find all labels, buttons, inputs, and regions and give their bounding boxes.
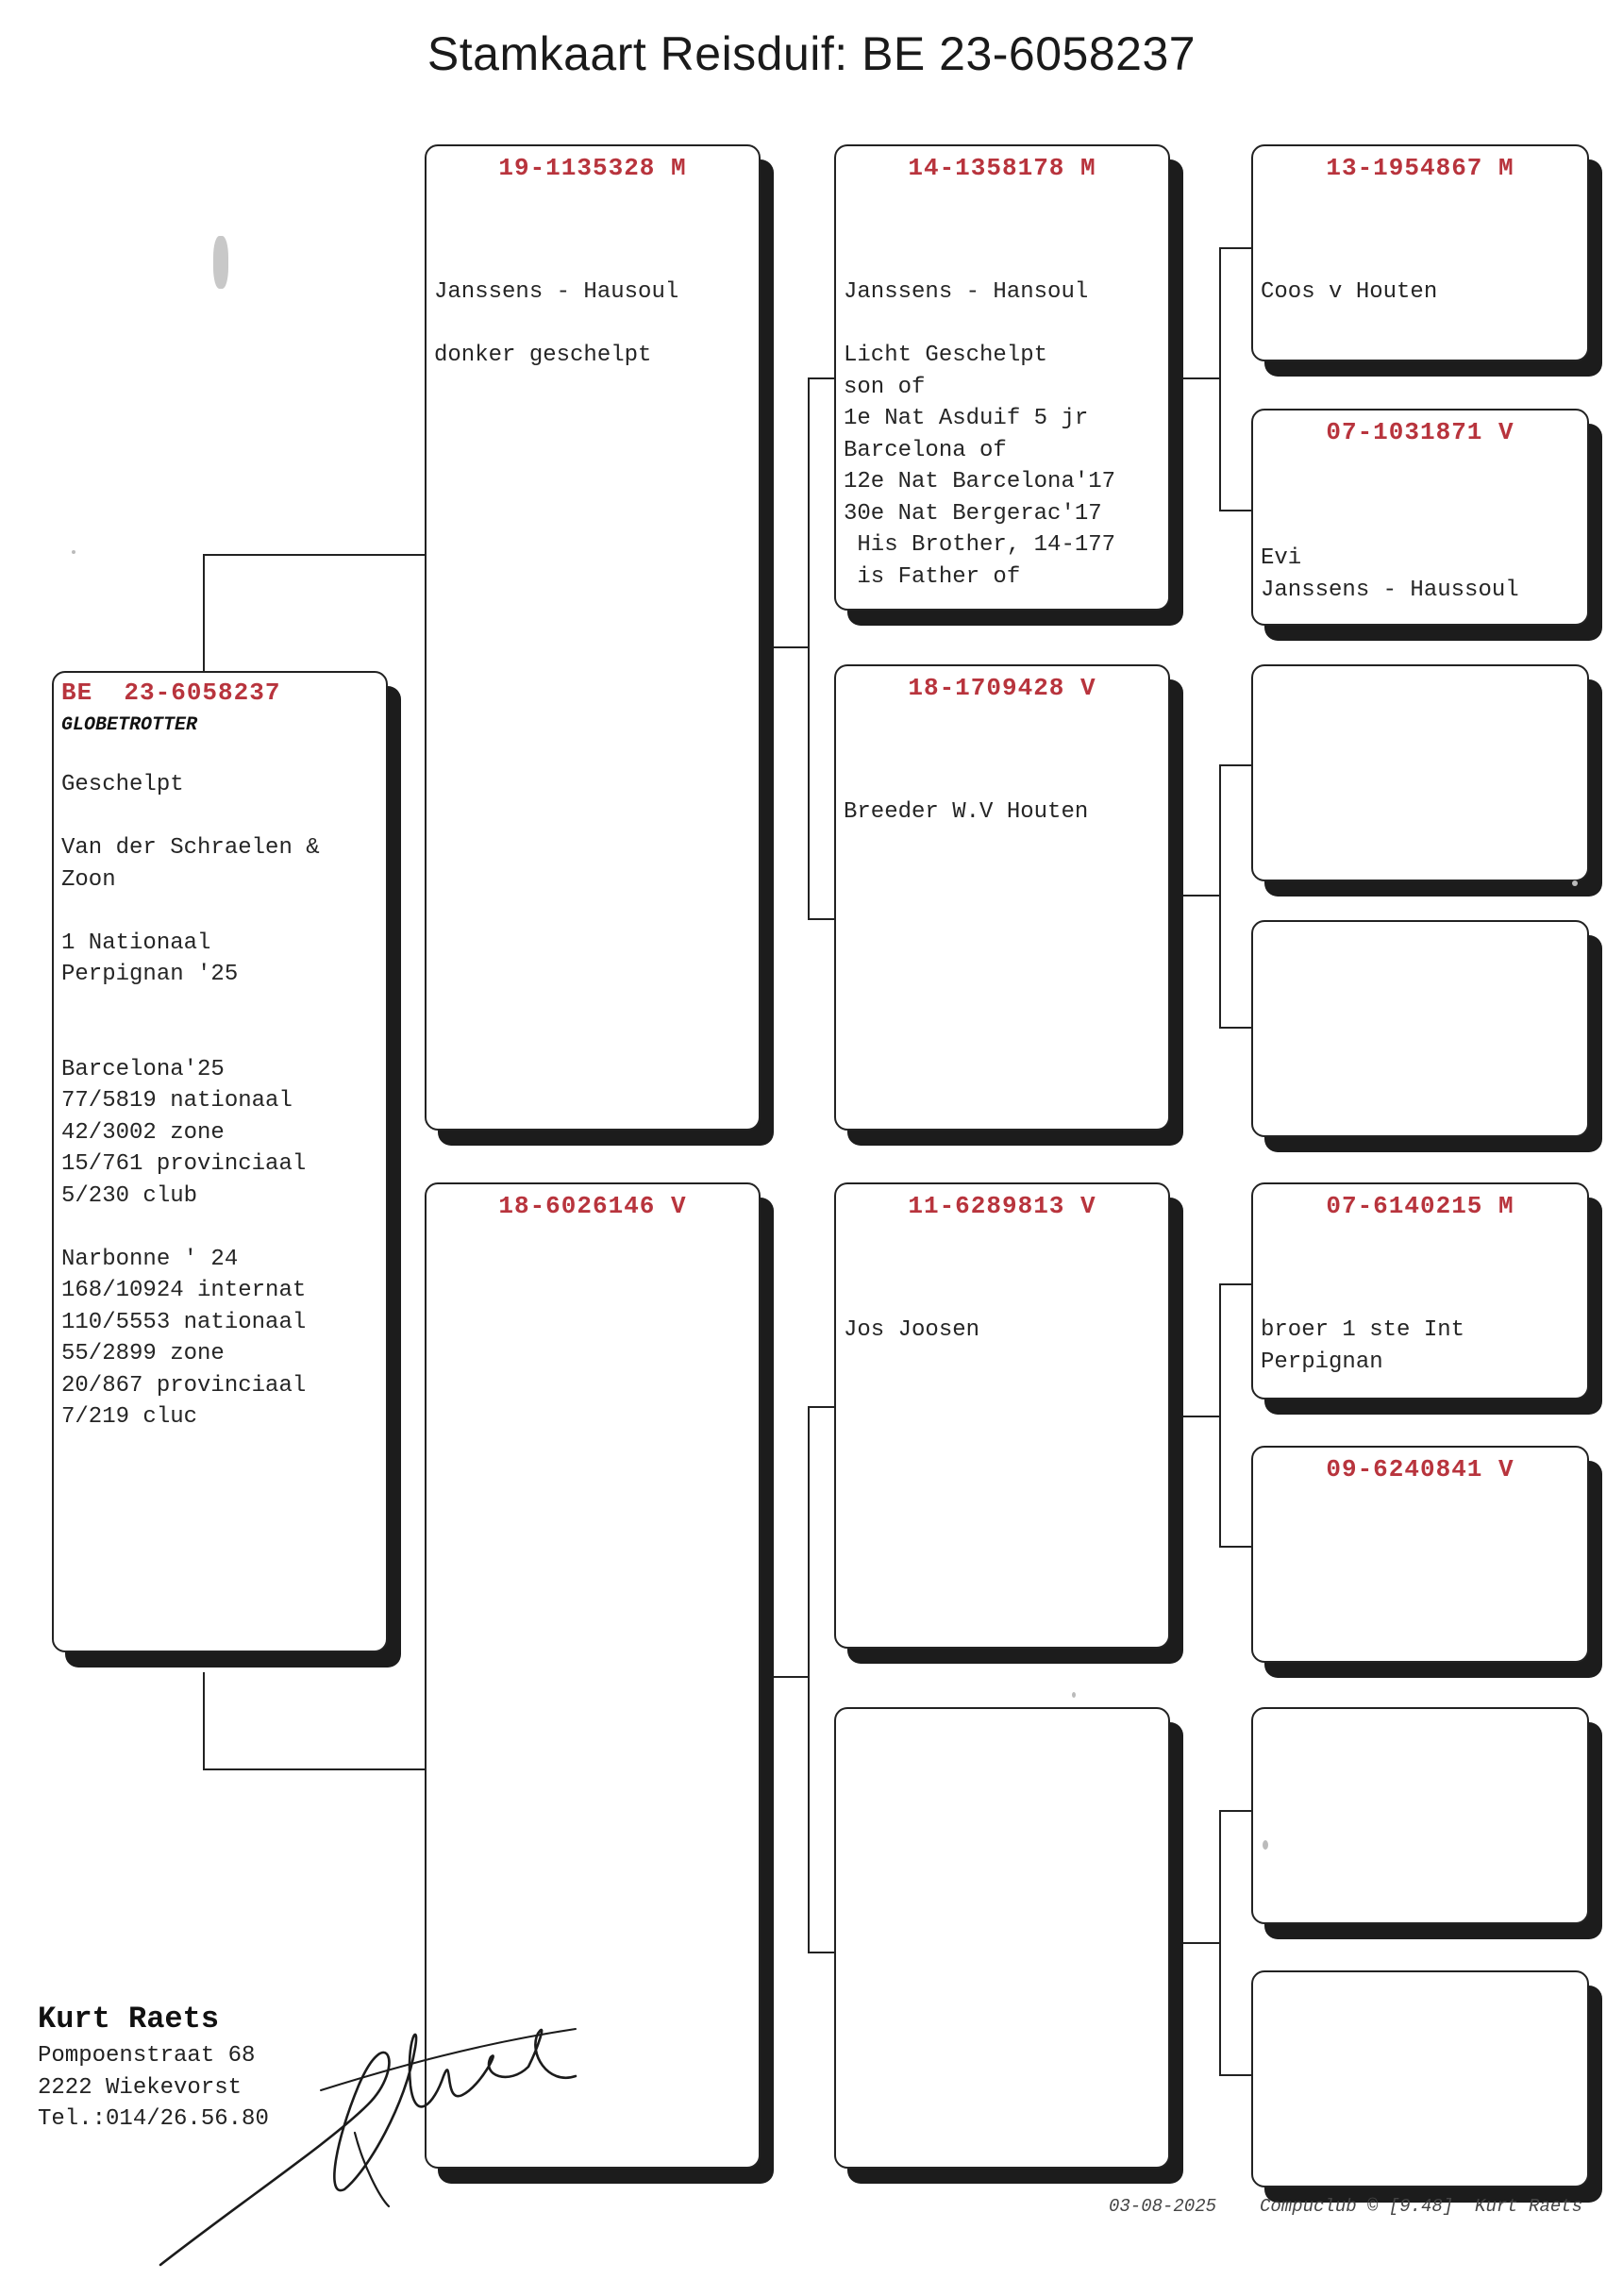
connector-line	[203, 554, 205, 671]
great-grandparent-details: Evi Janssens - Haussoul	[1261, 545, 1519, 603]
great-grandparent-card	[1251, 664, 1589, 881]
connector-line	[808, 1406, 834, 1408]
subject-name: GLOBETROTTER	[61, 714, 198, 736]
connector-line	[808, 1952, 834, 1953]
connector-line	[808, 377, 810, 920]
owner-city: 2222 Wiekevorst	[38, 2074, 243, 2101]
great-grandparent-card	[1251, 1707, 1589, 1924]
great-grandparent-ring-number: 13-1954867 M	[1326, 154, 1514, 182]
connector-line	[203, 1768, 425, 1770]
connector-line	[203, 554, 425, 556]
owner-phone: Tel.:014/26.56.80	[38, 2106, 269, 2132]
connector-line	[1219, 764, 1221, 1029]
father-details: Janssens - Hausoul donker geschelpt	[434, 279, 679, 368]
connector-line	[1219, 247, 1221, 511]
connector-line	[1219, 1810, 1221, 2076]
paternal-grandmother-card	[834, 664, 1170, 1131]
great-grandparent-card	[1251, 409, 1589, 626]
connector-line	[1183, 377, 1219, 379]
subject-card	[52, 671, 388, 1652]
great-grandparent-card	[1251, 144, 1589, 361]
page-title: Stamkaart Reisduif: BE 23-6058237	[427, 27, 1196, 80]
owner-name: Kurt Raets	[38, 2002, 220, 2036]
connector-line	[1219, 2074, 1251, 2076]
scan-speck	[1263, 1840, 1268, 1850]
great-grandparent-details: broer 1 ste Int Perpignan	[1261, 1317, 1465, 1375]
great-grandparent-card	[1251, 920, 1589, 1137]
scan-speck	[1072, 1692, 1076, 1698]
maternal-grandfather-card	[834, 1182, 1170, 1649]
owner-street: Pompoenstraat 68	[38, 2043, 256, 2069]
great-grandparent-ring-number: 07-1031871 V	[1326, 418, 1514, 446]
father-card	[425, 144, 761, 1131]
connector-line	[1219, 510, 1251, 511]
connector-line	[808, 377, 834, 379]
connector-line	[1219, 1027, 1251, 1029]
subject-ring-number: BE 23-6058237	[61, 679, 281, 707]
software-credit: Compuclub © [9.48] Kurt Raets	[1260, 2196, 1583, 2217]
great-grandparent-details: Coos v Houten	[1261, 279, 1438, 305]
maternal-grandmother-card	[834, 1707, 1170, 2169]
connector-line	[1219, 764, 1251, 766]
connector-line	[774, 646, 808, 648]
great-grandparent-card	[1251, 1970, 1589, 2187]
great-grandparent-ring-number: 07-6140215 M	[1326, 1192, 1514, 1220]
connector-line	[1219, 1283, 1251, 1285]
scan-speck	[1572, 880, 1578, 886]
paternal-grandfather-ring-number: 14-1358178 M	[908, 154, 1096, 182]
connector-line	[1219, 1810, 1251, 1812]
great-grandparent-card	[1251, 1182, 1589, 1399]
connector-line	[1183, 1942, 1219, 1944]
mother-ring-number: 18-6026146 V	[498, 1192, 687, 1220]
connector-line	[1219, 1546, 1251, 1548]
connector-line	[1219, 247, 1251, 249]
paternal-grandmother-details: Breeder W.V Houten	[844, 799, 1089, 825]
great-grandparent-ring-number: 09-6240841 V	[1326, 1455, 1514, 1483]
maternal-grandfather-ring-number: 11-6289813 V	[908, 1192, 1096, 1220]
great-grandparent-card	[1251, 1446, 1589, 1663]
father-ring-number: 19-1135328 M	[498, 154, 687, 182]
maternal-grandfather-details: Jos Joosen	[844, 1317, 980, 1343]
connector-line	[1183, 895, 1219, 897]
paternal-grandmother-ring-number: 18-1709428 V	[908, 674, 1096, 702]
connector-line	[808, 918, 834, 920]
connector-line	[774, 1676, 808, 1678]
subject-details: Geschelpt Van der Schraelen & Zoon 1 Nationaal Perpignan '25 Barcelona'25 77/5819 nationaal 42/3002 zone 15/761 provinciaal 5/230 club Narbonne ' 24 168/10924 internat 110/5553 nationaal 55/2899 zone 20/867 provinciaal 7/219 cluc	[61, 772, 320, 1430]
connector-line	[808, 1406, 810, 1953]
connector-line	[203, 1672, 205, 1770]
handwritten-signature	[132, 1963, 661, 2274]
scan-speck	[213, 236, 228, 289]
connector-line	[1183, 1416, 1219, 1417]
paternal-grandfather-details: Janssens - Hansoul Licht Geschelpt son of 1e Nat Asduif 5 jr Barcelona of 12e Nat Barcelona'17 30e Nat Bergerac'17 His Brother, 14-177 is Father of	[844, 279, 1116, 590]
print-date: 03-08-2025	[1109, 2196, 1217, 2217]
scan-speck	[72, 550, 75, 554]
connector-line	[1219, 1283, 1221, 1548]
paternal-grandfather-card	[834, 144, 1170, 611]
